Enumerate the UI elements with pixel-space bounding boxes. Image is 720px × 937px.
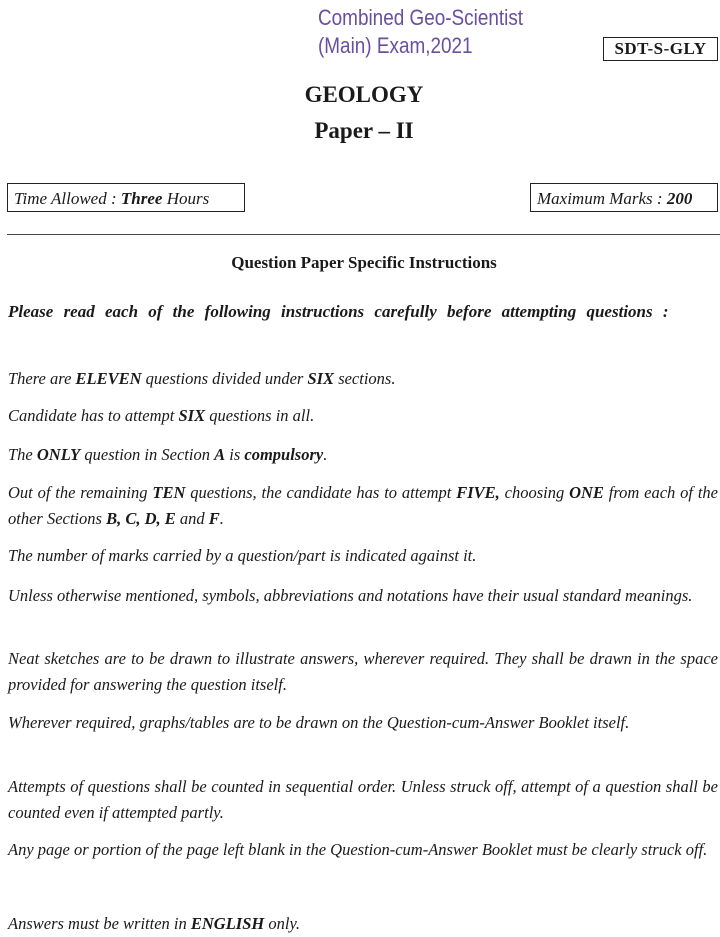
time-allowed-label: Time Allowed : — [14, 189, 121, 208]
instruction-text: only. — [264, 914, 300, 933]
time-allowed-value: Three — [120, 189, 163, 208]
instruction-text: from each of the other Sections — [8, 483, 718, 528]
maximum-marks-label: Maximum Marks : — [537, 189, 667, 208]
instruction-emphasis: A — [214, 445, 226, 464]
exam-stamp — [318, 4, 523, 60]
instruction-text: and — [175, 509, 209, 528]
divider — [7, 234, 720, 235]
instruction-text: question in Section — [80, 445, 215, 464]
instruction-text: Out of the remaining — [8, 483, 153, 502]
instruction-1 — [8, 366, 718, 392]
instruction-emphasis: FIVE, — [456, 483, 500, 502]
instruction-9: Attempts of questions shall be counted in sequential order. Unless struck off, attempt of a question shall be counted even if attempted partly. — [8, 777, 718, 822]
instruction-4 — [8, 480, 718, 532]
instruction-2 — [8, 403, 718, 429]
paper-code-box: SDT-S-GLY — [603, 37, 718, 61]
stamp-line-2: (Main) Exam,2021 — [318, 33, 473, 58]
instruction-text: questions divided under — [141, 369, 308, 388]
page-title: GEOLOGY — [304, 82, 424, 107]
instruction-3 — [8, 442, 718, 468]
instruction-text: questions in all. — [205, 406, 315, 425]
instruction-emphasis: ENGLISH — [190, 914, 265, 933]
instruction-emphasis: SIX — [307, 369, 335, 388]
instruction-emphasis: F — [208, 509, 220, 528]
lead-instruction: Please read each of the following instructions carefully before attempting questions : — [8, 302, 669, 321]
instruction-8: Wherever required, graphs/tables are to be drawn on the Question-cum-Answer Booklet itself. — [8, 713, 630, 732]
instruction-text: questions, the candidate has to attempt — [185, 483, 457, 502]
instruction-emphasis: compulsory — [244, 445, 324, 464]
instruction-emphasis: ELEVEN — [75, 369, 142, 388]
instruction-emphasis: SIX — [178, 406, 206, 425]
instruction-7: Neat sketches are to be drawn to illustrate answers, wherever required. They shall be drawn in the space provided for answering the question itself. — [8, 649, 718, 694]
instruction-text: There are — [8, 369, 76, 388]
instruction-emphasis: ONLY — [36, 445, 81, 464]
instruction-text: . — [219, 509, 224, 528]
instruction-text: Candidate has to attempt — [8, 406, 179, 425]
instructions-heading: Question Paper Specific Instructions — [231, 253, 497, 272]
instruction-text: . — [323, 445, 328, 464]
instruction-emphasis: ONE — [569, 483, 604, 502]
instruction-5: The number of marks carried by a question/part is indicated against it. — [8, 546, 477, 565]
stamp-line-1: Combined Geo-Scientist — [318, 5, 524, 30]
instruction-text: Answers must be written in — [8, 914, 191, 933]
instruction-emphasis: TEN — [152, 483, 186, 502]
instruction-11 — [8, 911, 718, 937]
time-allowed-box — [7, 183, 245, 212]
instruction-text: sections. — [334, 369, 396, 388]
instruction-text: choosing — [499, 483, 570, 502]
maximum-marks-box — [530, 183, 718, 212]
instruction-10: Any page or portion of the page left blank in the Question-cum-Answer Booklet must be clearly struck off. — [8, 840, 708, 859]
instruction-6: Unless otherwise mentioned, symbols, abbreviations and notations have their usual standard meanings. — [8, 586, 693, 605]
time-allowed-suffix: Hours — [162, 189, 210, 208]
instruction-text: is — [225, 445, 245, 464]
maximum-marks-value: 200 — [666, 189, 693, 208]
instruction-text: The — [8, 445, 37, 464]
instruction-emphasis: B, C, D, E — [106, 509, 176, 528]
page-subtitle: Paper – II — [314, 118, 414, 143]
